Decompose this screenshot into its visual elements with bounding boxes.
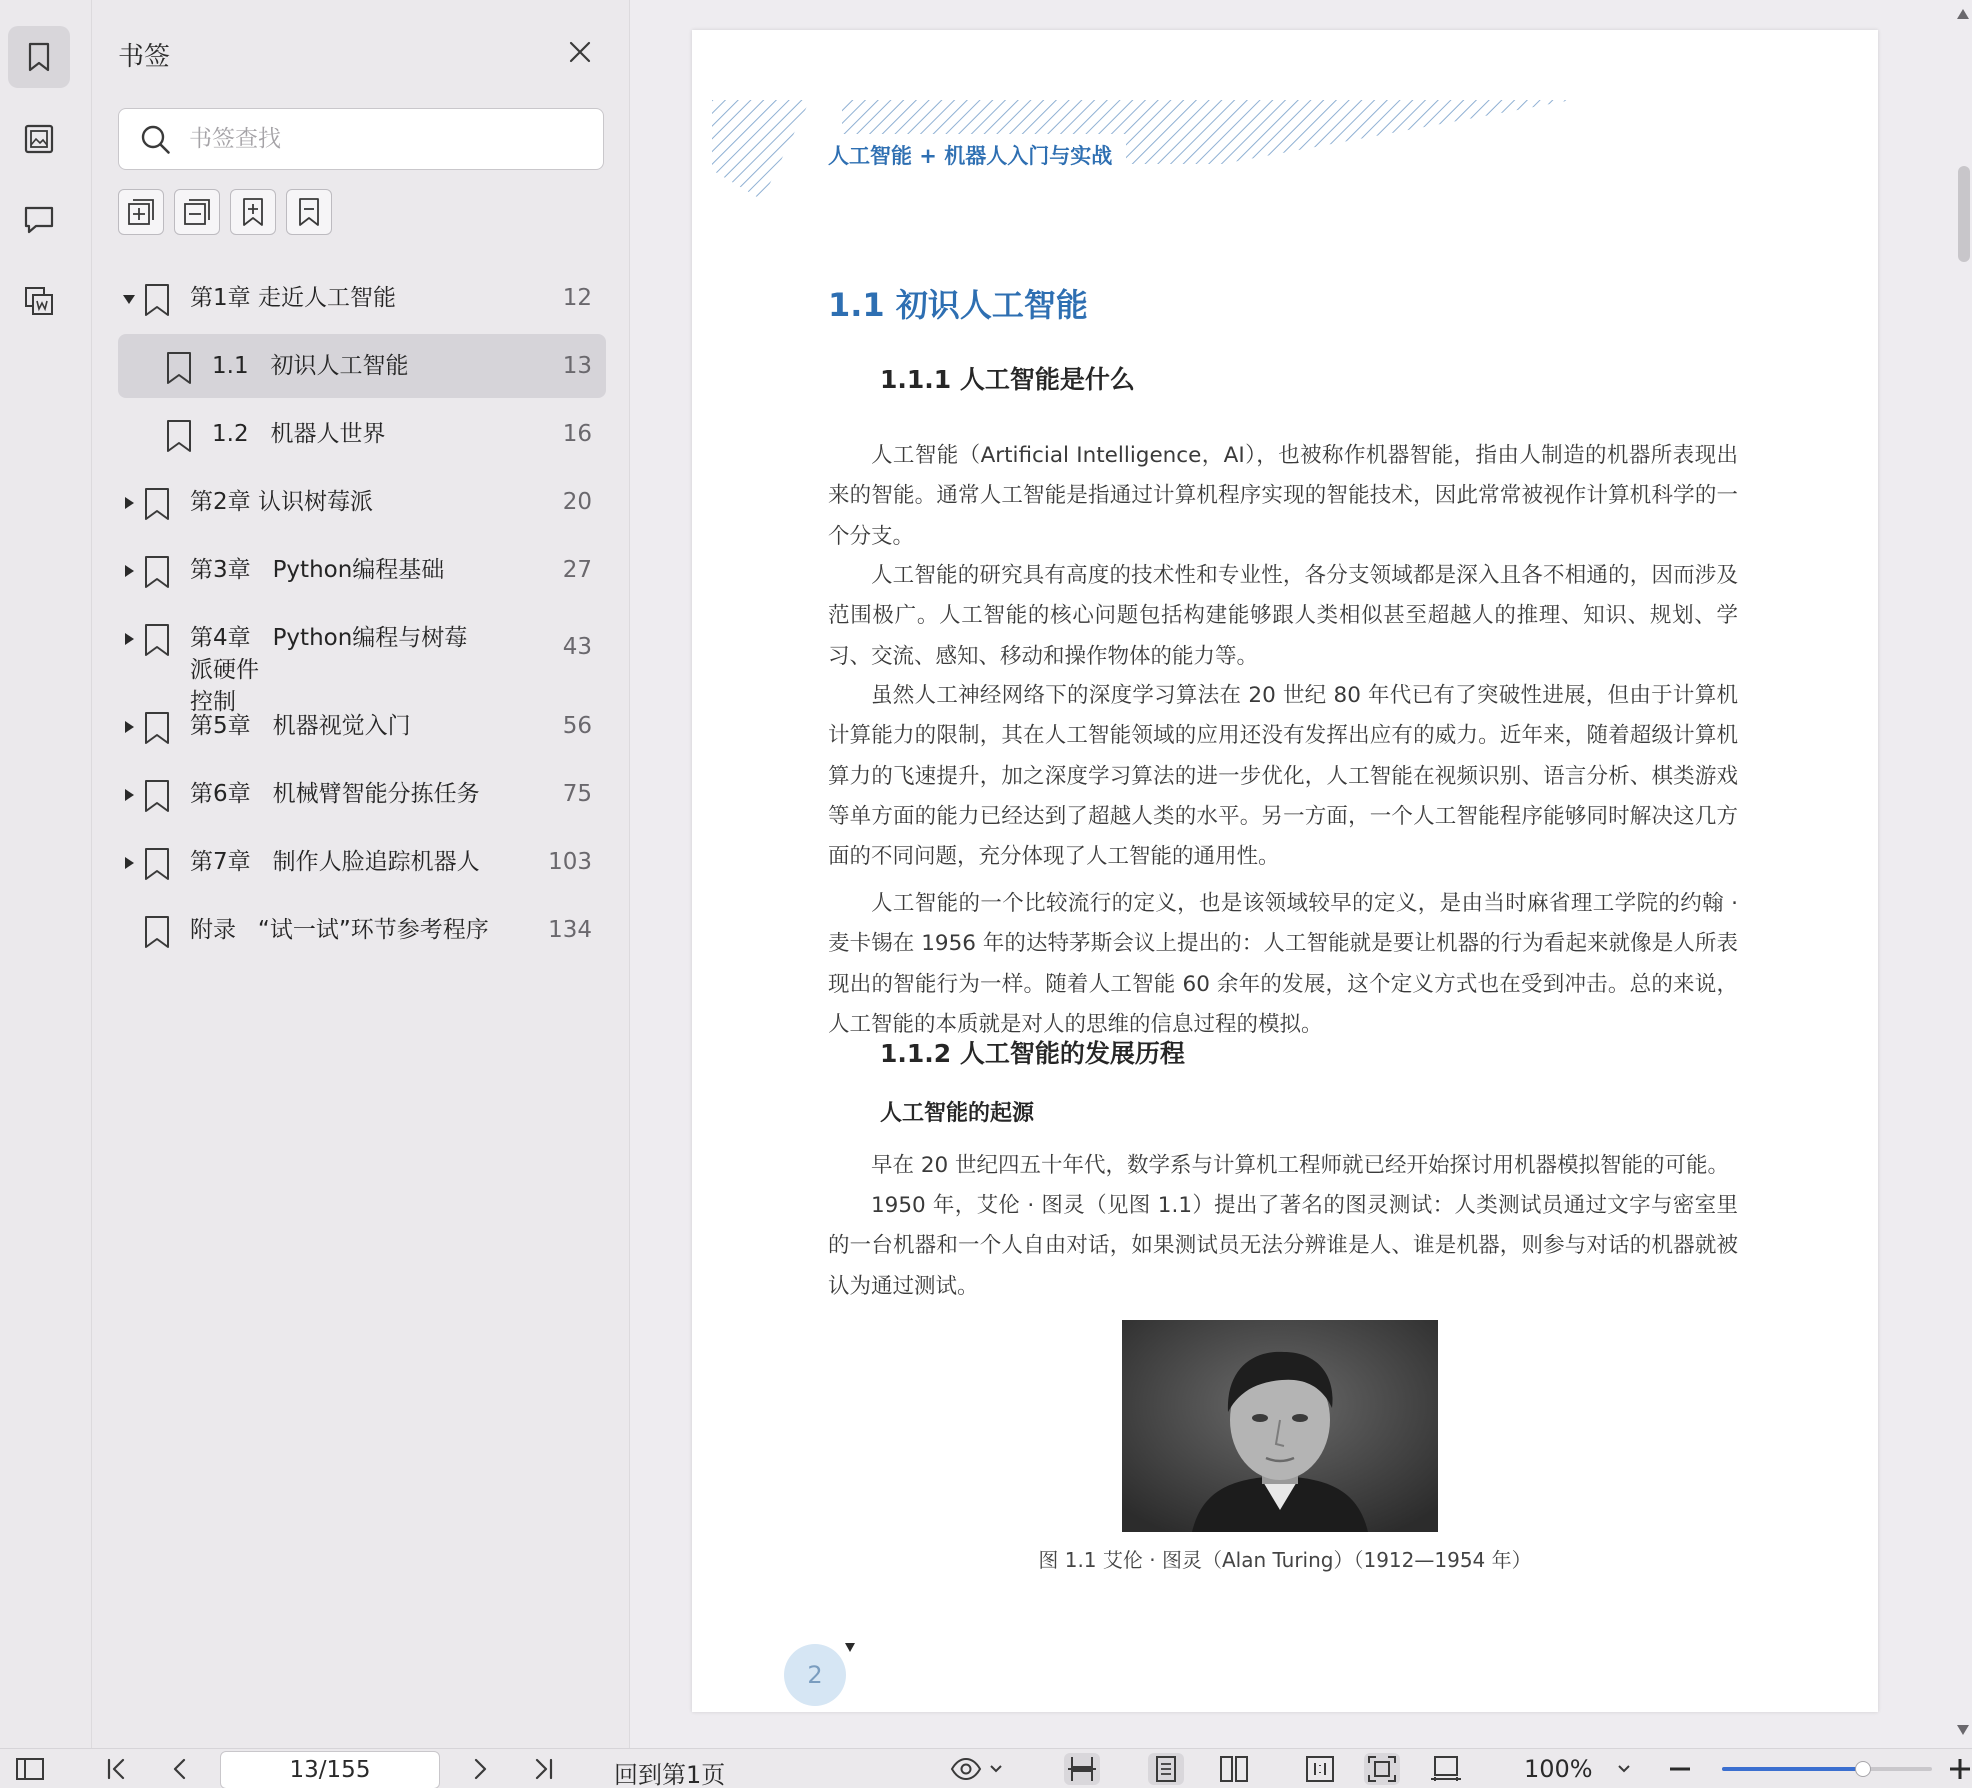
bookmark-search[interactable] [118, 108, 604, 170]
bookmark-icon [142, 283, 172, 317]
first-page-icon[interactable] [100, 1753, 132, 1785]
bookmark-label: 第3章 Python编程基础 [190, 557, 445, 583]
comment-icon [22, 202, 56, 236]
bookmark-page-number: 12 [562, 285, 592, 311]
sidebar-rail [0, 0, 92, 1748]
chevron-down-icon[interactable] [1616, 1753, 1632, 1785]
bookmark-page-number: 75 [562, 781, 592, 807]
close-icon [564, 36, 596, 68]
toggle-sidebar-icon[interactable] [14, 1753, 46, 1785]
topic-heading: 人工智能的起源 [880, 1101, 1035, 1126]
bookmark-item[interactable] [118, 898, 606, 962]
bookmark-icon [142, 847, 172, 881]
bookmark-item[interactable] [118, 694, 606, 758]
bookmark-page-number: 56 [562, 713, 592, 739]
thumbnails-tab[interactable] [8, 108, 70, 170]
bookmark-label: 第5章 机器视觉入门 [190, 713, 411, 739]
bookmark-icon [142, 915, 172, 949]
document-page [692, 30, 1878, 1712]
bookmark-icon [142, 779, 172, 813]
zoom-out-icon[interactable] [1664, 1753, 1696, 1785]
paragraph: 人工智能的一个比较流行的定义，也是该领域较早的定义，是由当时麻省理工学院的约翰 · 麦卡锡在 1956 年的达特茅斯会议上提出的：人工智能就是要让机器的行为看起来就像是人所表现出的智能行为一样。随着人工智能 60 余年的发展，这个定义方式也在受到冲击。总的来说，人工智能的本质就是对人的思维的信息过程的模拟。 [828, 891, 1738, 1037]
bookmark-page-number: 43 [562, 634, 592, 660]
turing-photo [1122, 1320, 1438, 1532]
bookmark-icon [164, 351, 194, 385]
collapse-all-button[interactable] [174, 189, 220, 235]
expand-all-button[interactable] [118, 189, 164, 235]
bookmark-label: 附录 “试一试”环节参考程序 [190, 917, 489, 943]
bookmark-label: 第2章 认识树莓派 [190, 489, 373, 515]
zoom-level[interactable]: 100% [1524, 1755, 1593, 1783]
page-number-input[interactable] [220, 1751, 440, 1788]
bookmark-item[interactable] [118, 334, 606, 398]
search-input[interactable] [189, 119, 589, 159]
bookmark-label: 1.1 初识人工智能 [212, 353, 409, 379]
portrait-image [1122, 1320, 1438, 1532]
zoom-slider-knob[interactable] [1855, 1761, 1871, 1777]
collapsed-triangle-icon[interactable] [122, 788, 136, 802]
bookmark-icon [164, 419, 194, 453]
collapsed-triangle-icon[interactable] [122, 720, 136, 734]
bookmark-panel [92, 0, 630, 1748]
subsection-heading-1: 1.1.1 人工智能是什么 [880, 365, 1135, 394]
last-page-icon[interactable] [528, 1753, 560, 1785]
scroll-up-icon[interactable] [1956, 8, 1970, 20]
figure-caption: 图 1.1 艾伦 · 图灵（Alan Turing）（1912—1954 年） [1038, 1548, 1532, 1572]
flag-bookmark-icon [292, 195, 326, 229]
bookmark-item[interactable] [118, 470, 606, 534]
expanded-triangle-icon[interactable] [122, 292, 136, 306]
search-icon [139, 123, 173, 157]
collapsed-triangle-icon[interactable] [122, 856, 136, 870]
comments-tab[interactable] [8, 188, 70, 250]
bookmark-page-number: 27 [562, 557, 592, 583]
bookmark-item[interactable] [118, 762, 606, 826]
bookmark-label: 第4章 Python编程与树莓派硬件 控制 [190, 625, 468, 715]
paragraph: 虽然人工神经网络下的深度学习算法在 20 世纪 80 年代已有了突破性进展，但由于计算机计算能力的限制，其在人工智能领域的应用还没有发挥出应有的威力。近年来，随着超级计算机算力的飞速提升，加之深度学习算法的进一步优化，人工智能在视频识别、语言分析、棋类游戏等单方面的能力已经达到了超越人类的水平。另一方面，一个人工智能程序能够同时解决这几方面的不同问题，充分体现了人工智能的通用性。 [828, 683, 1738, 870]
bookmark-page-number: 134 [548, 917, 592, 943]
section-heading: 1.1 初识人工智能 [828, 286, 1088, 324]
collapsed-triangle-icon[interactable] [122, 496, 136, 510]
bookmark-page-number: 16 [562, 421, 592, 447]
collapsed-triangle-icon[interactable] [122, 632, 136, 646]
reading-mode-icon[interactable] [950, 1753, 982, 1785]
single-page-icon[interactable] [1148, 1753, 1184, 1785]
actual-size-icon[interactable] [1302, 1753, 1338, 1785]
two-page-icon[interactable] [1216, 1753, 1252, 1785]
bookmark-label: 1.2 机器人世界 [212, 421, 386, 447]
page-number-badge: 2 [784, 1644, 846, 1706]
remove-bookmark-icon [180, 195, 214, 229]
zoom-in-icon[interactable] [1946, 1753, 1972, 1785]
panel-title: 书签 [118, 42, 171, 72]
chevron-down-icon[interactable] [988, 1753, 1004, 1785]
bookmark-label: 第6章 机械臂智能分拣任务 [190, 781, 480, 807]
bookmark-item[interactable] [118, 606, 606, 715]
corner-marker-icon [844, 1642, 856, 1654]
scroll-down-icon[interactable] [1956, 1724, 1970, 1736]
bookmark-page-number: 13 [562, 353, 592, 379]
bookmark-icon [142, 623, 172, 657]
scrollbar-thumb[interactable] [1958, 166, 1970, 262]
bookmark-item[interactable] [118, 538, 606, 602]
image-icon [22, 122, 56, 156]
fit-width-icon[interactable] [1428, 1753, 1464, 1785]
attachment-icon [22, 284, 56, 318]
bookmark-label: 第1章 走近人工智能 [190, 285, 396, 311]
bookmark-item[interactable] [118, 830, 606, 894]
bookmark-icon [142, 555, 172, 589]
document-viewport[interactable] [630, 0, 1972, 1748]
add-bookmark-button[interactable] [230, 189, 276, 235]
bookmark-icon [22, 40, 56, 74]
collapsed-triangle-icon[interactable] [122, 564, 136, 578]
continuous-scroll-icon[interactable] [1064, 1753, 1100, 1785]
bookmark-page-number: 103 [548, 849, 592, 875]
next-page-icon[interactable] [464, 1753, 496, 1785]
previous-page-icon[interactable] [164, 1753, 196, 1785]
bookmark-page-number: 20 [562, 489, 592, 515]
bookmark-label: 第7章 制作人脸追踪机器人 [190, 849, 480, 875]
vertical-scrollbar[interactable] [1942, 0, 1972, 1748]
fit-page-icon[interactable] [1364, 1753, 1400, 1785]
zoom-slider-fill [1722, 1767, 1863, 1771]
bookmark-icon [142, 487, 172, 521]
bookmark-icon [142, 711, 172, 745]
paragraph: 1950 年，艾伦 · 图灵（见图 1.1）提出了著名的图灵测试：人类测试员通过文字与密室里的一台机器和一个人自由对话，如果测试员无法分辨谁是人、谁是机器，则参与对话的机器就被认为通过测试。 [828, 1193, 1738, 1299]
paragraph: 人工智能（Artificial Intelligence，AI），也被称作机器智能，指由人制造的机器所表现出来的智能。通常人工智能是指通过计算机程序实现的智能技术，因此常常被视作计算机科学的一个分支。 [828, 443, 1738, 549]
status-toolbar [0, 1748, 1972, 1788]
running-header: 人工智能 + 机器人入门与实战 [828, 134, 1126, 176]
subsection-heading-2: 1.1.2 人工智能的发展历程 [880, 1039, 1185, 1068]
bookmark-item[interactable] [118, 402, 606, 466]
goto-first-page-button[interactable]: 回到第1页 [614, 1761, 726, 1788]
insert-bookmark-icon [236, 195, 270, 229]
zoom-slider[interactable] [1722, 1767, 1932, 1771]
close-panel-button[interactable] [564, 36, 596, 68]
add-bookmark-icon [124, 195, 158, 229]
paragraph: 早在 20 世纪四五十年代，数学系与计算机工程师就已经开始探讨用机器模拟智能的可能。 [871, 1153, 1730, 1178]
paragraph: 人工智能的研究具有高度的技术性和专业性，各分支领域都是深入且各不相通的，因而涉及范围极广。人工智能的核心问题包括构建能够跟人类相似甚至超越人的推理、知识、规划、学习、交流、感知、移动和操作物体的能力等。 [828, 563, 1738, 669]
delete-bookmark-button[interactable] [286, 189, 332, 235]
attachments-tab[interactable] [8, 270, 70, 332]
bookmarks-tab[interactable] [8, 26, 70, 88]
bookmark-item[interactable] [118, 266, 606, 330]
